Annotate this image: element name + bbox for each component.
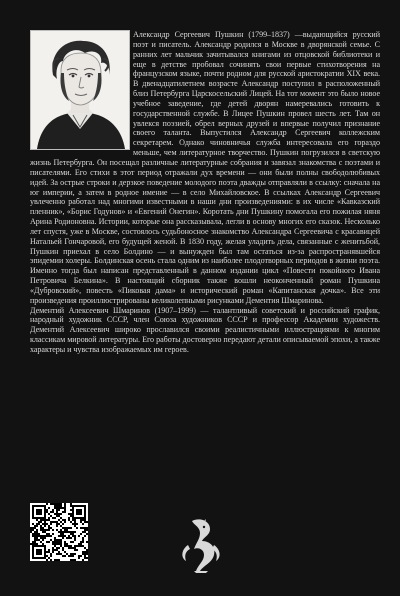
publisher-logo bbox=[170, 515, 232, 577]
qr-code-icon bbox=[30, 503, 88, 561]
qr-code[interactable] bbox=[30, 503, 88, 561]
back-cover-text bbox=[30, 30, 380, 355]
illustrator-bio: Дементий Алексеевич Шмаринов (1907–1999) — талантливый советский и российский график, народный художник СССР, член Союза художников СССР и профессор Академии художеств. Дементий Алексеевич широко прославился своими реалистичными иллюстрациями к многим классикам мировой литературы. Его работы достоверно передают детали описываемой эпохи, а также характеры и чувства изображаемых им героев. bbox=[30, 305, 380, 354]
author-bio: Александр Сергеевич Пушкин (1799–1837) —выдающийся русский поэт и писатель. Александр родился в Москве в дворянской семье. С ранних лет мальчик зачитывался книгами из отцовской библиотеки и еще в детстве пробовал сочинять свои первые стихотворения на французском языке, почти родном для русской аристократии XIX века. В двенадцатилетнем возрасте Александр поступил в расположенный близ Петербурга Царскосельский Лицей. На тот момент это было новое учебное заведение, где детей дворян намеревались готовить к государственной службе. В Лицее Пушкин провел шесть лет. Там он увлекся поэзией, обрел верных друзей и впервые получил признание своего таланта. Выпустился Александр Сергеевич коллежским секретарем. Однако чиновничья служба интересовала его гораздо меньше, чем литературное творчество. Пушкин погрузился в светскую жизнь Петербурга. Он посещал различные литературные собрания и завязал знакомства с поэтами и писателями. Его стихи в этот период отражали дух времени — они были полны свободолюбивых идей. За острые строки и дерзкое поведение молодого поэта дважды отправляли в ссылку: сначала на юг империи, а затем в родное имение — в село Михайловское. В ссылках Александр Сергеевич увлеченно работал над многими известными в наши дни произведениями: в их числе «Кавказский пленник», «Борис Годунов» и «Евгений Онегин». Коротать дни Пушкину помогала его пожилая няня Арина Родионовна. Истории, которые она рассказывала, легли в основу многих его сказок. Несколько лет спустя, уже в Москве, состоялось судьбоносное знакомство Александра Сергеевича с красавицей Натальей Гончаровой, его будущей женой. В 1830 году, желая уладить дела, связанные с женитьбой, Пушкин приехал в село Болдино — и вынужден был там остаться из-за распространявшейся эпидемии холеры. Болдинская осень стала одним из наиболее плодотворных периодов в жизни поэта. Именно тогда был написан представленный в данном издании цикл «Повести покойного Ивана Петровича Белкина». В настоящий сборник также вошли неоконченный роман Пушкина «Дубровский», повесть «Пиковая дама» и исторический роман «Капитанская дочка». Все эти произведения проиллюстрированы великолепными рисунками Дементия Шмаринова. bbox=[30, 30, 380, 305]
dragon-publisher-logo-icon bbox=[170, 515, 232, 577]
